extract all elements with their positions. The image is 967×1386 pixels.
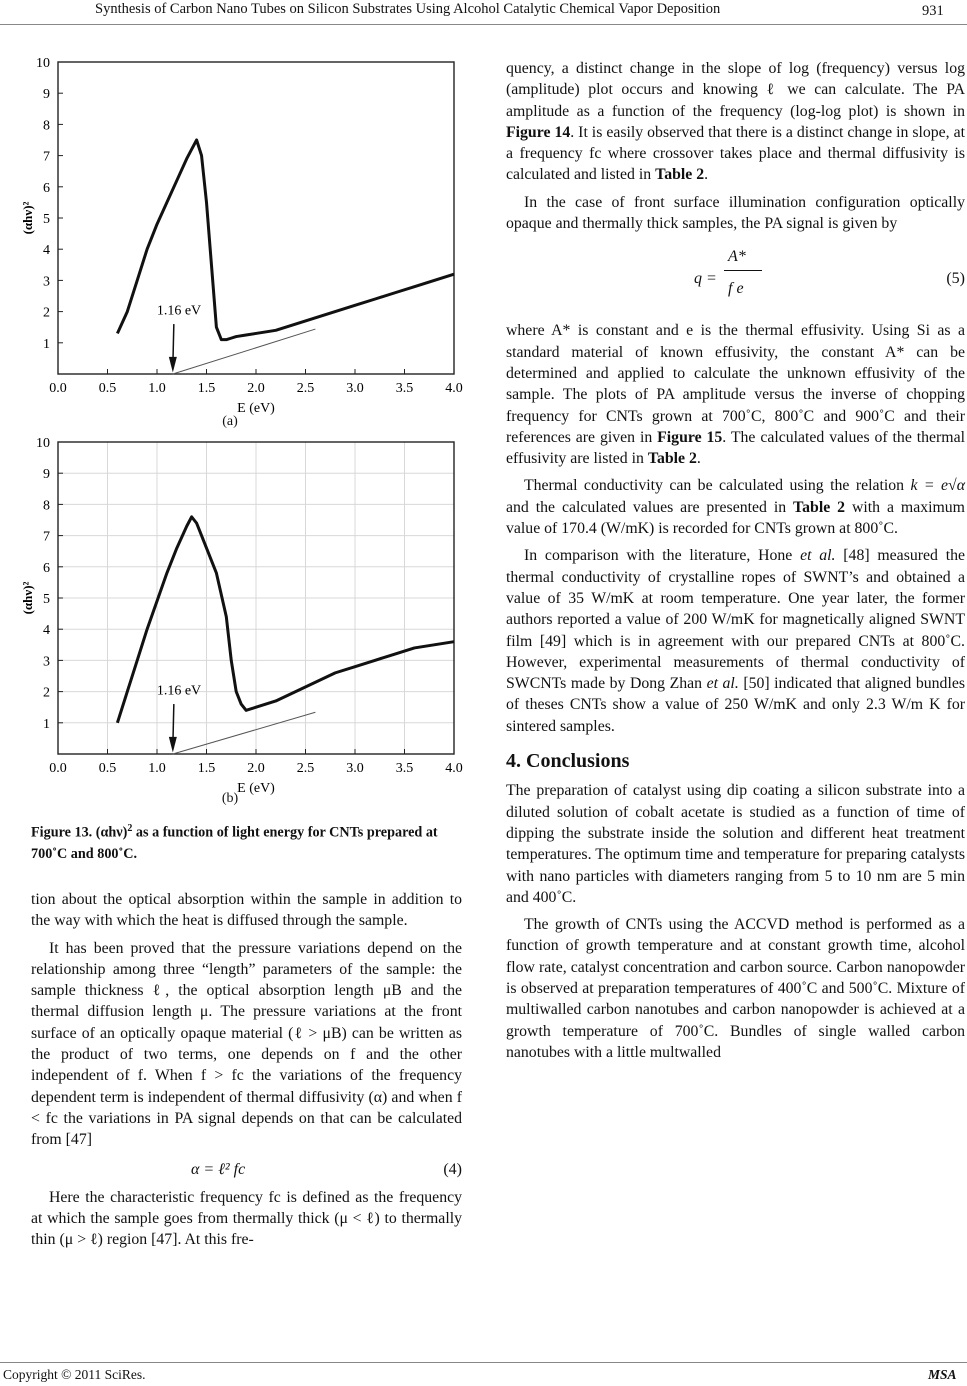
page-number: 931 xyxy=(922,3,944,19)
equation-4-number: (4) xyxy=(443,1160,462,1178)
equation-5-denominator: f e xyxy=(728,280,744,298)
table-2-ref-b: Table 2 xyxy=(647,450,697,468)
figure-14-ref: Figure 14 xyxy=(506,123,571,141)
x-tick-label: 2.5 xyxy=(296,381,315,396)
x-tick-label: 3.5 xyxy=(395,761,414,776)
right-paragraph-3: where A* is constant and e is the thermal effusivity. Using Si as a standard material of known effusivity, the constant A* can be determined and applied to calculate the unknown effusivity of the sample. The plots of PA amplitude versus the inverse of chopping frequency for CNTs grown at 700˚C, 800˚C and 900˚C and their references are given in Figure 15. The calculated values of the thermal effusivity are listed in Table 2. xyxy=(506,322,965,468)
left-column xyxy=(31,889,462,1250)
y-tick-label: 6 xyxy=(43,560,50,576)
y-tick-label: 10 xyxy=(36,436,50,451)
y-tick-label: 4 xyxy=(43,623,50,639)
y-tick-label: 6 xyxy=(43,180,50,196)
subfigure-label-b: (b) xyxy=(221,791,239,806)
tangent-line xyxy=(173,712,316,754)
y-tick-label: 2 xyxy=(43,305,50,321)
figure-caption xyxy=(31,818,463,865)
caption-prefix: Figure 13. (αhν) xyxy=(31,824,128,841)
y-tick-label: 3 xyxy=(43,274,50,290)
chart-b xyxy=(20,432,463,796)
plot-frame xyxy=(58,62,454,374)
right-paragraph-2: In the case of front surface illumination configuration optically opaque and thermally thick samples, the PA signal is given by xyxy=(506,193,965,233)
x-tick-label: 1.0 xyxy=(148,761,166,776)
x-tick-label: 4.0 xyxy=(445,761,463,776)
equation-5-numerator: A* xyxy=(728,248,746,266)
x-tick-label: 0.0 xyxy=(49,761,67,776)
y-tick-label: 10 xyxy=(36,56,50,71)
footer-rule xyxy=(0,1362,967,1363)
table-2-ref: Table 2 xyxy=(655,166,705,184)
x-tick-label: 3.0 xyxy=(346,761,364,776)
left-paragraph-2: It has been proved that the pressure variations depend on the relationship among three “length” parameters of the sample: the sample thickness ℓ, the optical absorption length μB and the thermal diffusion length μ. The pressure variations at the front surface of an optically opaque material (ℓ > μB) can be written as the product of two terms, one depends on f and the other independent of f. When f > fc the variations of the frequency dependent term is independent of thermal diffusivity (α) and when f < fc the variations in PA signal depends on that can be calculated from [47] xyxy=(31,939,462,1149)
y-tick-label: 7 xyxy=(43,149,50,165)
running-title: Synthesis of Carbon Nano Tubes on Silicon Substrates Using Alcohol Catalytic Chemical Vapor Deposition xyxy=(95,1,721,17)
x-tick-label: 0.5 xyxy=(98,381,117,396)
x-tick-label: 3.0 xyxy=(346,381,364,396)
table-2-ref-c: Table 2 xyxy=(793,498,846,516)
y-tick-label: 9 xyxy=(43,87,50,103)
right-column xyxy=(506,58,965,1063)
x-tick-label: 1.0 xyxy=(148,381,166,396)
right-paragraph-6: The preparation of catalyst using dip coating a silicon substrate into a diluted solution of cobalt acetate is studied as a function of time of dipping the substrate inside the solution and different heat treatment temperatures. The optimum time and temperature for preparing catalysts with nano particles with diameters ranging from 5 to 10 nm are 5 min and 400˚C. xyxy=(506,782,965,906)
y-tick-label: 5 xyxy=(43,592,50,607)
equation-5 xyxy=(506,234,965,320)
fraction-bar xyxy=(724,270,762,271)
y-tick-label: 9 xyxy=(43,467,50,483)
equation-4 xyxy=(31,1151,462,1187)
left-paragraph-3: Here the characteristic frequency fc is defined as the frequency at which the sample goes from thermally thick (μ < ℓ) to thermally thin (μ > ℓ) region [47]. At this fre- xyxy=(31,1188,462,1249)
y-tick-label: 7 xyxy=(43,529,50,545)
footer-journal: MSA xyxy=(928,1367,957,1382)
footer-copyright: Copyright © 2011 SciRes. xyxy=(3,1367,146,1382)
annotation-arrow-head xyxy=(169,357,177,373)
y-tick-label: 4 xyxy=(43,243,50,259)
y-axis-label: (αhν)² xyxy=(20,201,35,235)
page-header xyxy=(0,0,967,26)
right-paragraph-5: In comparison with the literature, Hone et al. [48] measured the thermal conductivity of crystalline ropes of SWNT’s and obtained a value of 35 W/mK at room temperature. One year later, the former authors reported a value of 200 W/mK for magnetically aligned SWNT film [49] which is in agreement with our prepared CNTs at 800˚C. However, experimental measurements of thermal conductivity of SWCNTs made by Dong Zhan et al. [50] indicated that aligned bundles of theses CNTs show a value of 250 W/mK and only 2.3 W/m K for sintered samples. xyxy=(506,547,965,735)
x-tick-label: 1.5 xyxy=(197,761,216,776)
right-paragraph-4: Thermal conductivity can be calculated using the relation k = e√α and the calculated values are presented in Table 2 with a maximum value of 170.4 (W/mK) is recorded for CNTs grown at 800˚C. xyxy=(506,477,965,538)
subfigure-label-a: (a) xyxy=(222,414,238,429)
y-tick-label: 5 xyxy=(43,212,50,227)
x-tick-label: 4.0 xyxy=(445,381,463,396)
equation-4-body: α = ℓ² fc xyxy=(191,1160,246,1178)
equation-5-number: (5) xyxy=(946,270,965,288)
header-rule xyxy=(0,24,967,25)
equation-5-lhs: q = xyxy=(694,270,717,288)
y-tick-label: 1 xyxy=(43,336,50,352)
y-tick-label: 1 xyxy=(43,716,50,732)
right-paragraph-1: quency, a distinct change in the slope of log (frequency) versus log (amplitude) plot occurs and knowing ℓ we can calculate. The PA amplitude as a function of the frequency (log-log plot) is shown in Figure 14. It is easily observed that there is a distinct change in slope, at a frequency fc where crossover takes place and thermal diffusivity is calculated and listed in Table 2. xyxy=(506,60,966,184)
caption-text: as a function of light energy for CNTs prepared at 700˚C and 800˚C. xyxy=(31,824,438,862)
left-paragraph-1: tion about the optical absorption within the sample in addition to the way with which the heat is diffused through the sample. xyxy=(31,891,462,930)
y-tick-label: 8 xyxy=(43,118,50,134)
x-tick-label: 2.5 xyxy=(296,761,315,776)
annotation-label: 1.16 eV xyxy=(156,303,202,319)
x-tick-label: 0.0 xyxy=(49,381,67,396)
y-tick-label: 3 xyxy=(43,654,50,670)
chart-a xyxy=(20,52,463,416)
y-axis-label: (αhν)² xyxy=(20,581,35,615)
figure-15-ref: Figure 15 xyxy=(657,428,723,446)
caption-superscript: 2 xyxy=(127,823,133,834)
y-tick-label: 8 xyxy=(43,498,50,514)
y-tick-label: 2 xyxy=(43,685,50,701)
section-heading-conclusions: 4. Conclusions xyxy=(506,750,630,773)
x-tick-label: 2.0 xyxy=(247,381,265,396)
x-tick-label: 0.5 xyxy=(98,761,117,776)
x-tick-label: 2.0 xyxy=(247,761,265,776)
x-tick-label: 1.5 xyxy=(197,381,216,396)
conductivity-relation: k = e√α xyxy=(910,477,965,495)
x-axis-label: E (eV) xyxy=(237,781,275,796)
x-tick-label: 3.5 xyxy=(395,381,414,396)
x-axis-label: E (eV) xyxy=(237,401,275,416)
annotation-arrow-head xyxy=(169,737,177,753)
right-paragraph-7: The growth of CNTs using the ACCVD method is performed as a function of growth temperature and at constant growth time, alcohol flow rate, catalyst concentration and carbon source. Carbon nanopowder is observed at preparation temperatures of 400˚C and 500˚C. Mixture of multiwalled carbon nanotubes and carbon nanopowder is achieved at a growth temperature of 700˚C. Bundles of single walled carbon nanotubes with a little multwalled xyxy=(506,916,965,1061)
annotation-label: 1.16 eV xyxy=(156,683,202,699)
